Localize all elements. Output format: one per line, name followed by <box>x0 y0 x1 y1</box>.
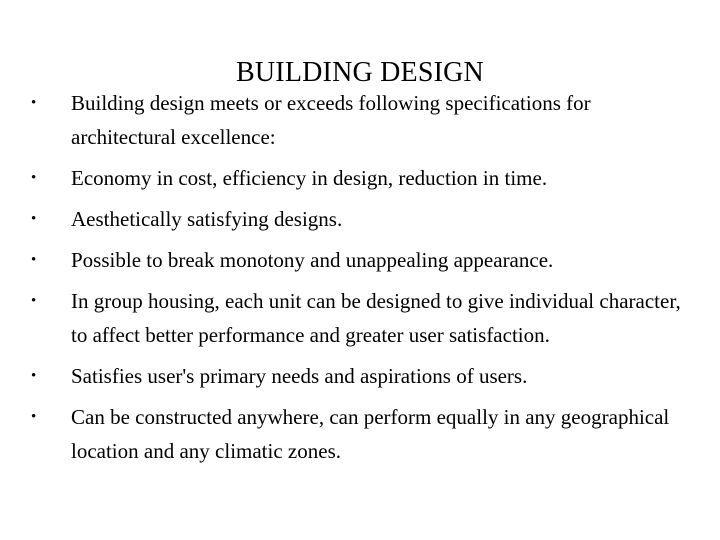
bullet-item <box>27 161 687 195</box>
bullet-text: Possible to break monotony and unappealing appearance. <box>71 248 554 272</box>
bullet-dot-icon: • <box>31 409 37 425</box>
bullet-text: In group housing, each unit can be designed to give individual character, to affect better performance and greater user satisfaction. <box>71 289 681 347</box>
bullet-list <box>27 86 687 475</box>
bullet-item <box>27 284 687 352</box>
bullet-dot-icon: • <box>31 211 37 227</box>
bullet-item <box>27 86 687 154</box>
bullet-dot-icon: • <box>31 293 37 309</box>
bullet-item <box>27 243 687 277</box>
bullet-text: Aesthetically satisfying designs. <box>71 207 343 231</box>
bullet-dot-icon: • <box>31 95 37 111</box>
bullet-text: Economy in cost, efficiency in design, reduction in time. <box>71 166 548 190</box>
bullet-dot-icon: • <box>31 368 37 384</box>
bullet-dot-icon: • <box>31 252 37 268</box>
slide-title: BUILDING DESIGN <box>236 56 484 88</box>
bullet-text: Can be constructed anywhere, can perform equally in any geographical location and any climatic zones. <box>71 405 670 463</box>
bullet-dot-icon: • <box>31 170 37 186</box>
bullet-item <box>27 359 687 393</box>
bullet-item <box>27 202 687 236</box>
bullet-text: Satisfies user's primary needs and aspirations of users. <box>71 364 528 388</box>
bullet-item <box>27 400 687 468</box>
bullet-text: Building design meets or exceeds following specifications for architectural excellence: <box>71 91 591 149</box>
